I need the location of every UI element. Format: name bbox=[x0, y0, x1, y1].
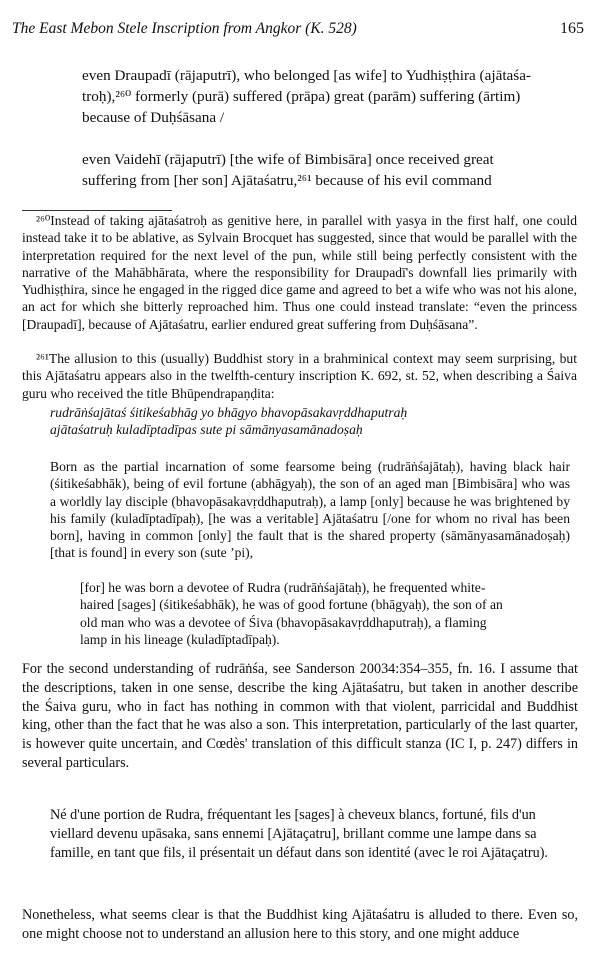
verse-translation-line: because of Duḥśāsana / bbox=[82, 109, 225, 126]
sanskrit-verse-line: rudrāṅśajātaś śitikeśabhāg yo bhāgyo bhavopāsakavṛddhaputraḥ bbox=[50, 405, 408, 420]
alternate-translation-paragraph: [for] he was born a devotee of Rudra (rudrāṅśajātaḥ), he frequented white-haired [sages] (śitikeśabhāk), he was of good fortune (bhāgyaḥ), the son of an old man who was a devotee of Śiva (bhavopāsakavṛddhaputraḥ), a flaming lamp in his lineage (kuladīptadīpaḥ). bbox=[80, 580, 503, 647]
page-number: 165 bbox=[560, 20, 584, 37]
verse-translation-line: even Draupadī (rājaputrī), who belonged [as wife] to Yudhiṣṭhira (ajātaśa- bbox=[82, 67, 531, 84]
running-title: The East Mebon Stele Inscription from Angkor (K. 528) bbox=[12, 20, 357, 37]
verse-translation-line: suffering from [her son] Ajātaśatru,²⁶¹ because of his evil command bbox=[82, 172, 492, 189]
translation-paragraph: Born as the partial incarnation of some fearsome being (rudrāṅśajātaḥ), having black hair (śitikeśabhāk), being of evil fortune (abhāgyaḥ), the son of an aged man [Bimbisāra] who was a worldly lay disciple (bhavopāsakavṛddhaputraḥ), a lamp [only] because he was brightened by his family (kuladīptadīpaḥ), [he was a veritable] Ajātaśatru [/one for whom no rival has been born], having in common [only] the fault that is the shared property (sāmānyasamānadoṣaḥ) [that is found] in every son (sute ’pi), bbox=[50, 459, 570, 561]
running-header bbox=[12, 20, 584, 42]
body-paragraph-continued: Nonetheless, what seems clear is that the Buddhist king Ajātaśatru is alluded to there. Even so, one might choose not to understand an allusion here to this story, and one might adduce bbox=[22, 907, 578, 942]
french-quotation: Né d'une portion de Rudra, fréquentant les [sages] à cheveux blancs, fortuné, fils d'un viellard devenu upāsaka, sans ennemi [Ajātaçatru], brillant comme une lampe dans sa famille, en tant que fils, il présentait un défaut dans son identité (avec le roi Ajātaçatru). bbox=[50, 807, 548, 861]
footnote-rule bbox=[22, 210, 172, 211]
footnote-260: ²⁶⁰Instead of taking ajātaśatroḥ as genitive here, in parallel with yasya in the first half, one could instead take it to be ablative, as Sylvain Brocquet has suggested, since that would be parallel with the interpretation required for the next level of the pun, while still being perfectly consistent with the narrative of the Mahābhārata, where the responsibility for Draupadī's downfall lies primarily with Yudhiṣṭhira, since he engaged in the rigged dice game and agreed to bet a wife who was not his alone, an act for which she bitterly reproached him. Thus one could instead translate: “even the princess [Draupadī], because of Ajātaśatru, earlier endured great suffering from Duḥśāsana”. bbox=[22, 213, 577, 332]
sanskrit-verse-line: ajātaśatruḥ kuladīptadīpas sute pi sāmānyasamānadoṣaḥ bbox=[50, 422, 363, 437]
footnote-261: ²⁶¹The allusion to this (usually) Buddhist story in a brahminical context may seem surprising, but this Ajātaśatru appears also in the twelfth-century inscription K. 692, st. 52, when describing a Śaiva guru who received the title Bhūpendrapaṇḍita: bbox=[22, 351, 577, 401]
verse-translation-line: even Vaidehī (rājaputrī) [the wife of Bimbisāra] once received great bbox=[82, 151, 494, 168]
body-paragraph: For the second understanding of rudrāṅśa, see Sanderson 20034:354–355, fn. 16. I assume that the descriptions, taken in one sense, describe the king Ajātaśatru, but taken in another describe the Śaiva guru, who in fact has nothing in common with that violent, parricidal and Buddhist king, other than the fact that he was also a son. This interpretation, particularly of the last quarter, is however quite uncertain, and Cœdès' translation of this difficult stanza (IC I, p. 247) differs in several particulars. bbox=[22, 661, 578, 771]
verse-translation-line: troḥ),²⁶⁰ formerly (purā) suffered (prāpa) great (parām) suffering (ārtim) bbox=[82, 88, 521, 105]
